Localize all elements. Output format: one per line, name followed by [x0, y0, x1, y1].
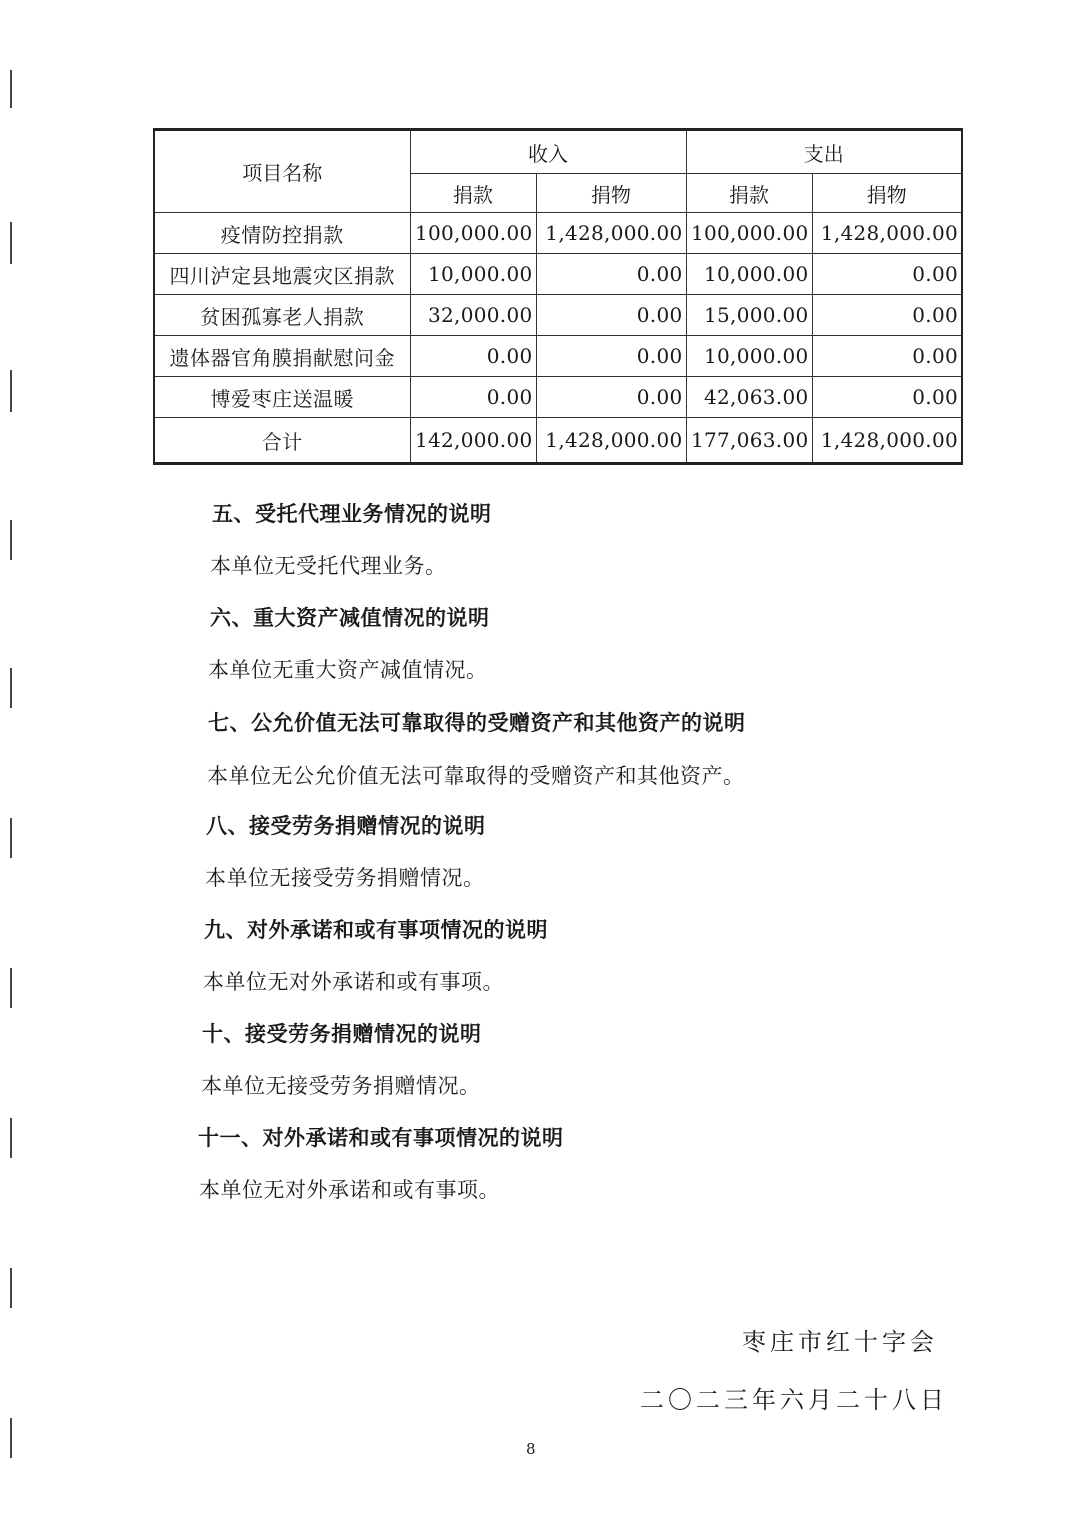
section-heading: 六、重大资产减值情况的说明	[210, 605, 490, 630]
section-text: 本单位无受托代理业务。	[210, 554, 447, 578]
header-income-goods: 捐物	[536, 174, 686, 213]
income-goods-cell: 0.00	[536, 377, 686, 418]
section-text: 本单位无对外承诺和或有事项。	[203, 970, 504, 994]
row-name: 遗体器官角膜捐献慰问金	[154, 336, 410, 377]
expense-cash-cell: 177,063.00	[686, 418, 812, 464]
income-goods-cell: 1,428,000.00	[536, 418, 686, 464]
header-expense: 支出	[686, 130, 962, 174]
row-name: 疫情防控捐款	[154, 213, 410, 254]
table-row	[154, 295, 962, 336]
section-text: 本单位无对外承诺和或有事项。	[199, 1178, 500, 1202]
expense-goods-cell: 0.00	[812, 295, 962, 336]
header-expense-goods: 捐物	[812, 174, 962, 213]
margin-mark	[10, 1118, 12, 1158]
header-expense-cash: 捐款	[686, 174, 812, 213]
header-income: 收入	[410, 130, 686, 174]
margin-mark	[10, 222, 12, 264]
margin-mark	[10, 70, 12, 108]
section-text: 本单位无公允价值无法可靠取得的受赠资产和其他资产。	[207, 764, 745, 788]
margin-mark	[10, 968, 12, 1008]
row-name: 四川泸定县地震灾区捐款	[154, 254, 410, 295]
income-cash-cell: 142,000.00	[410, 418, 536, 464]
section-heading: 八、接受劳务捐赠情况的说明	[206, 813, 486, 838]
income-goods-cell: 0.00	[536, 254, 686, 295]
margin-mark	[10, 668, 12, 708]
table-row	[154, 336, 962, 377]
section-heading: 十一、对外承诺和或有事项情况的说明	[198, 1125, 564, 1150]
table-header-row	[154, 130, 962, 174]
margin-mark	[10, 520, 12, 560]
expense-goods-cell: 0.00	[812, 377, 962, 418]
income-cash-cell: 10,000.00	[410, 254, 536, 295]
margin-mark	[10, 370, 12, 412]
margin-mark	[10, 1268, 12, 1308]
page-number: 8	[526, 1440, 536, 1458]
table-total-row	[154, 418, 962, 464]
row-name: 合计	[154, 418, 410, 464]
section-heading: 五、受托代理业务情况的说明	[212, 501, 492, 526]
margin-mark	[10, 818, 12, 858]
expense-cash-cell: 10,000.00	[686, 336, 812, 377]
income-goods-cell: 0.00	[536, 295, 686, 336]
table-row	[154, 213, 962, 254]
expense-cash-cell: 10,000.00	[686, 254, 812, 295]
table-row	[154, 254, 962, 295]
expense-goods-cell: 1,428,000.00	[812, 213, 962, 254]
income-cash-cell: 100,000.00	[410, 213, 536, 254]
expense-cash-cell: 15,000.00	[686, 295, 812, 336]
signature-organization: 枣庄市红十字会	[742, 1328, 938, 1356]
section-text: 本单位无接受劳务捐赠情况。	[201, 1074, 481, 1098]
section-text: 本单位无重大资产减值情况。	[208, 658, 488, 682]
expense-goods-cell: 1,428,000.00	[812, 418, 962, 464]
income-goods-cell: 0.00	[536, 336, 686, 377]
income-cash-cell: 32,000.00	[410, 295, 536, 336]
header-item-name: 项目名称	[154, 130, 410, 213]
signature-date: 二〇二三年六月二十八日	[640, 1386, 948, 1414]
section-heading: 十、接受劳务捐赠情况的说明	[202, 1021, 482, 1046]
income-cash-cell: 0.00	[410, 377, 536, 418]
row-name: 贫困孤寡老人捐款	[154, 295, 410, 336]
row-name: 博爱枣庄送温暖	[154, 377, 410, 418]
expense-goods-cell: 0.00	[812, 336, 962, 377]
table-row	[154, 377, 962, 418]
expense-cash-cell: 100,000.00	[686, 213, 812, 254]
income-goods-cell: 1,428,000.00	[536, 213, 686, 254]
income-cash-cell: 0.00	[410, 336, 536, 377]
margin-mark	[10, 1418, 12, 1458]
section-text: 本单位无接受劳务捐赠情况。	[205, 866, 485, 890]
donation-table	[153, 128, 963, 465]
expense-goods-cell: 0.00	[812, 254, 962, 295]
section-heading: 九、对外承诺和或有事项情况的说明	[204, 917, 548, 942]
header-income-cash: 捐款	[410, 174, 536, 213]
expense-cash-cell: 42,063.00	[686, 377, 812, 418]
section-heading: 七、公允价值无法可靠取得的受赠资产和其他资产的说明	[208, 710, 746, 735]
